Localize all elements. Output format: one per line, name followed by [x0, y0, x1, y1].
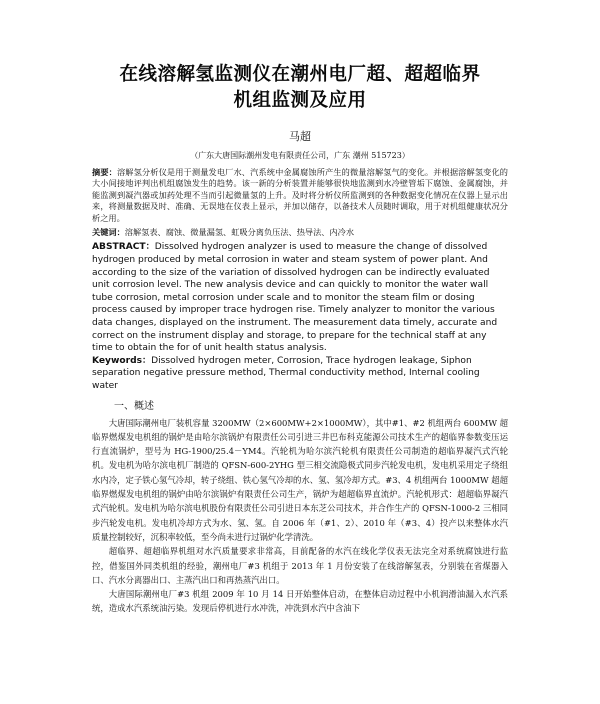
abstract-cn-text: 溶解氢分析仪是用于测量发电厂水、汽系统中金属腐蚀所产生的微量溶解氢气的变化。并根据溶解氢变化的大小间接地评判出机组腐蚀发生的趋势。该一新的分析装置并能够很快地监测到水冷壁管垢下腐蚀、金属腐蚀，并能监测到凝汽器或加药处理不当而引起微量氢的上升。及时将分析仪所监测到的各种数据变化情况在仪器上显示出来，将测量数据及时、准确、无误地在仪表上显示，并加以储存，以备技术人员随时调取，用于对机组健康状况分析之用。	[92, 167, 508, 223]
keywords-cn-label: 关键词：	[92, 227, 125, 238]
author-name: 马超	[289, 130, 311, 143]
abstract-cn	[92, 167, 508, 224]
abstract-en-label: ABSTRACT：	[92, 242, 155, 253]
keywords-en-text: Dissolved hydrogen meter, Corrosion, Trace hydrogen leakage, Siphon separation negative pressure method, Thermal conductivity method, Internal cooling water	[92, 355, 480, 391]
section-heading-overview: 一、概述	[114, 400, 154, 412]
abstract-en	[92, 241, 508, 354]
title-line-1: 在线溶解氢监测仪在潮州电厂超、超超临界	[119, 64, 481, 85]
keywords-cn	[92, 227, 508, 238]
abstract-cn-label: 摘要：	[92, 167, 117, 177]
keywords-en-label: Keywords：	[92, 355, 152, 366]
body-paragraph-1: 大唐国际潮州电厂装机容量 3200MW（2×600MW+2×1000MW），其中#1、#2 机组两台 600MW 超临界燃煤发电机组的锅炉是由哈尔滨锅炉有限责任公司引进三井巴布科克能源公司技术生产的超临界参数变压运行直流锅炉，型号为 HG-1900/25.4－YM4。汽轮机为哈尔滨汽轮机有限责任公司制造的超临界凝汽式汽轮机。发电机为哈尔滨电机厂制造的 QFSN-600-2YHG 型三相交流隐极式同步汽轮发电机，发电机采用定子绕组水内冷，定子铁心氢气冷却，转子绕组、铁心氢气冷却的水、氢、氢冷却方式。#3、4 机组两台 1000MW 超超临界燃煤发电机组的锅炉由哈尔滨锅炉有限责任公司生产，锅炉为超超临界直流炉。汽轮机形式：超超临界凝汽式汽轮机。发电机为哈尔滨电机股份有限责任公司引进日本东芝公司技术，并合作生产的 QFSN-1000-2 三相同步汽轮发电机。发电机冷却方式为水、氢、氢。自 2006 年（#1、2）、2010 年（#3、4）投产以来整体水汽质量控制较好，沉积率较低，至今尚未进行过锅炉化学清洗。	[92, 417, 508, 542]
author-affiliation: （广东大唐国际潮州发电有限责任公司，广东 潮州 515723）	[190, 151, 410, 160]
body-paragraph-3: 大唐国际潮州电厂#3 机组 2009 年 10 月 14 日开始整体启动，在整体启动过程中小机润滑油漏入水汽系统，造成水汽系统油污染。发现后停机进行水冲洗，冲洗到水汽中含油下	[92, 589, 508, 614]
paper-title	[92, 62, 508, 114]
keywords-cn-text: 溶解氢表、腐蚀、微量漏氢、虹吸分离负压法、热导法、内冷水	[124, 227, 355, 238]
abstract-en-text: Dissolved hydrogen analyzer is used to measure the change of dissolved hydrogen produced by metal corrosion in water and steam system of power plant. And according to the size of the variation of dissolved hydrogen can be indirectly evaluated unit corrosion level. The new analysis device and can quickly to monitor the water wall tube corrosion, metal corrosion under scale and to monitor the steam film or dosing process caused by improper trace hydrogen rise. Timely analyzer to monitor the various data changes, displayed on the instrument. The measurement data timely, accurate and correct on the instrument display and storage, to prepare for the technical staff at any time to obtain the for of unit health status analysis.	[92, 242, 498, 354]
keywords-en	[92, 355, 508, 393]
body-paragraph-2: 超临界、超超临界机组对水汽质量要求非常高，目前配备的水汽在线化学仪表无法完全对系统腐蚀进行监控，借鉴国外同类机组的经验，潮州电厂#3 机组于 2013 年 1 月份安装了在线溶解氢表，分别装在省煤器入口、汽水分离器出口、主蒸汽出口和再热蒸汽出口。	[92, 546, 508, 585]
title-line-2: 机组监测及应用	[233, 90, 367, 111]
